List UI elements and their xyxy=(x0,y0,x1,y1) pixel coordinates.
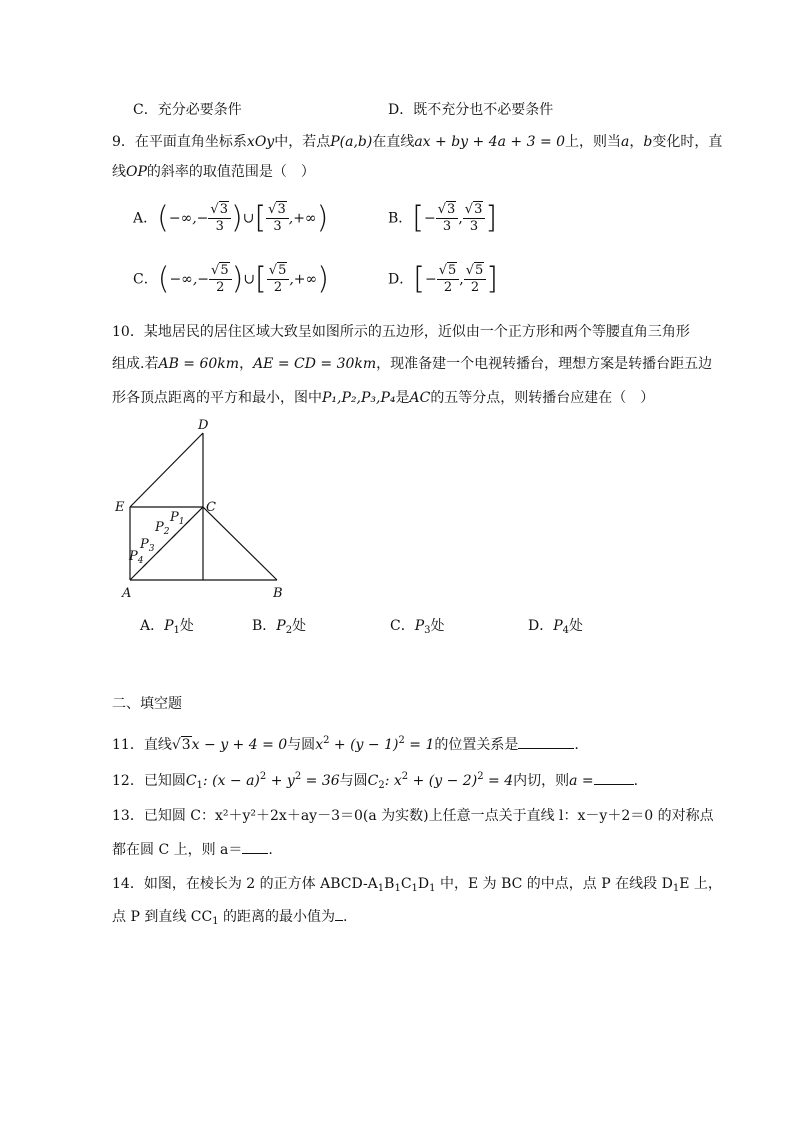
q9-option-b[interactable]: B．[− $\frac{√3}{3}$ , $\frac{√3}{3}$ ] xyxy=(388,200,498,236)
q12-stem: 12．已知圆$C_1$: $(x - a)^2 + y^2 = 36$与圆$C_2$: $x^2 + (y - 2)^2 = 4$内切，则a = . xyxy=(112,771,639,791)
label-d: D xyxy=(198,418,209,433)
tick-p1 xyxy=(186,520,190,524)
tick-p4 xyxy=(143,563,147,567)
label-b: B xyxy=(273,586,283,601)
q10-stem-line3: 形各顶点距离的平方和最小，图中P₁,P₂,P₃,P₄是AC的五等分点，则转播台应建在（ ） xyxy=(112,390,655,406)
edge-cb xyxy=(203,507,277,580)
q9-option-a[interactable]: A．(−∞,− $\frac{√3}{3}$ )∪[ $\frac{√3}{3}$ ,+∞) xyxy=(133,200,329,236)
label-a: A xyxy=(122,586,132,601)
q13-answer-blank[interactable] xyxy=(242,841,268,854)
q13-number: 13． xyxy=(112,808,144,824)
q11-stem: 11．直线√3x − y + 4 = 0与圆$x^2 + (y - 1)^2 = 1$的位置关系是 . xyxy=(112,735,579,753)
label-p1: $P_1$ xyxy=(170,510,185,527)
q10-stem-line1: 10．某地居民的居住区域大致呈如图所示的五边形，近似由一个正方形和两个等腰直角三角形 xyxy=(112,324,690,340)
label-c: C xyxy=(206,500,216,515)
q10-number: 10． xyxy=(112,324,144,340)
q9-stem-line2: 线OP的斜率的取值范围是（ ） xyxy=(112,164,315,180)
q8-option-d[interactable]: D．既不充分也不必要条件 xyxy=(388,102,554,118)
q14-stem-line2: 点 P 到直线 $CC_1$ 的距离的最小值为 . xyxy=(112,909,348,927)
q13-stem-line1: 13．已知圆 C：x²＋y²＋2x＋ay－3＝0(a 为实数)上任意一点关于直线 l：x－y＋2＝0 的对称点 xyxy=(112,808,714,824)
label-p2: $P_2$ xyxy=(155,520,170,537)
q10-option-a[interactable]: A．$P_1$处 xyxy=(140,618,194,636)
q9-option-c[interactable]: C．(−∞,− $\frac{√5}{2}$ )∪[ $\frac{√5}{2}$ ,+∞) xyxy=(133,261,329,297)
q14-stem-line1: 14．如图，在棱长为 2 的正方体 ABCD-$A_1B_1C_1D_1$ 中，E 为 BC 的中点，点 P 在线段 $D_1E$ 上， xyxy=(112,876,722,894)
q9-option-d[interactable]: D．[− $\frac{√5}{2}$ , $\frac{√5}{2}$ ] xyxy=(388,261,499,297)
q10-stem-line2: 组成.若AB = 60km，AE = CD = 30km，现准备建一个电视转播台，理想方案是转播台距五边 xyxy=(112,356,713,372)
label-p4: $P_4$ xyxy=(129,549,144,566)
q9-stem-line1: 9．在平面直角坐标系xOy中，若点P(a,b)在直线ax + by + 4a + 3 = 0上，则当a，b变化时，直 xyxy=(112,134,723,150)
tick-p3 xyxy=(157,549,161,553)
q14-number: 14． xyxy=(112,876,144,892)
section-fill-blank-title: 二、填空题 xyxy=(112,696,182,712)
q10-option-d[interactable]: D．$P_4$处 xyxy=(528,618,584,636)
q12-number: 12． xyxy=(112,773,144,789)
label-e: E xyxy=(115,500,125,515)
q8-option-c[interactable]: C．充分必要条件 xyxy=(133,102,242,118)
tick-p2 xyxy=(172,534,176,538)
pentagon-figure xyxy=(110,415,300,605)
q11-number: 11． xyxy=(112,737,144,753)
q12-answer-blank[interactable] xyxy=(594,772,634,785)
q14-answer-blank[interactable] xyxy=(335,908,343,921)
edge-ed xyxy=(130,433,203,507)
q13-stem-line2: 都在圆 C 上，则 a＝ . xyxy=(112,842,273,858)
label-p3: $P_3$ xyxy=(140,537,155,554)
q10-option-c[interactable]: C．$P_3$处 xyxy=(390,618,445,636)
q10-option-b[interactable]: B．$P_2$处 xyxy=(252,618,307,636)
q11-answer-blank[interactable] xyxy=(518,736,574,749)
q9-number: 9． xyxy=(112,134,135,150)
